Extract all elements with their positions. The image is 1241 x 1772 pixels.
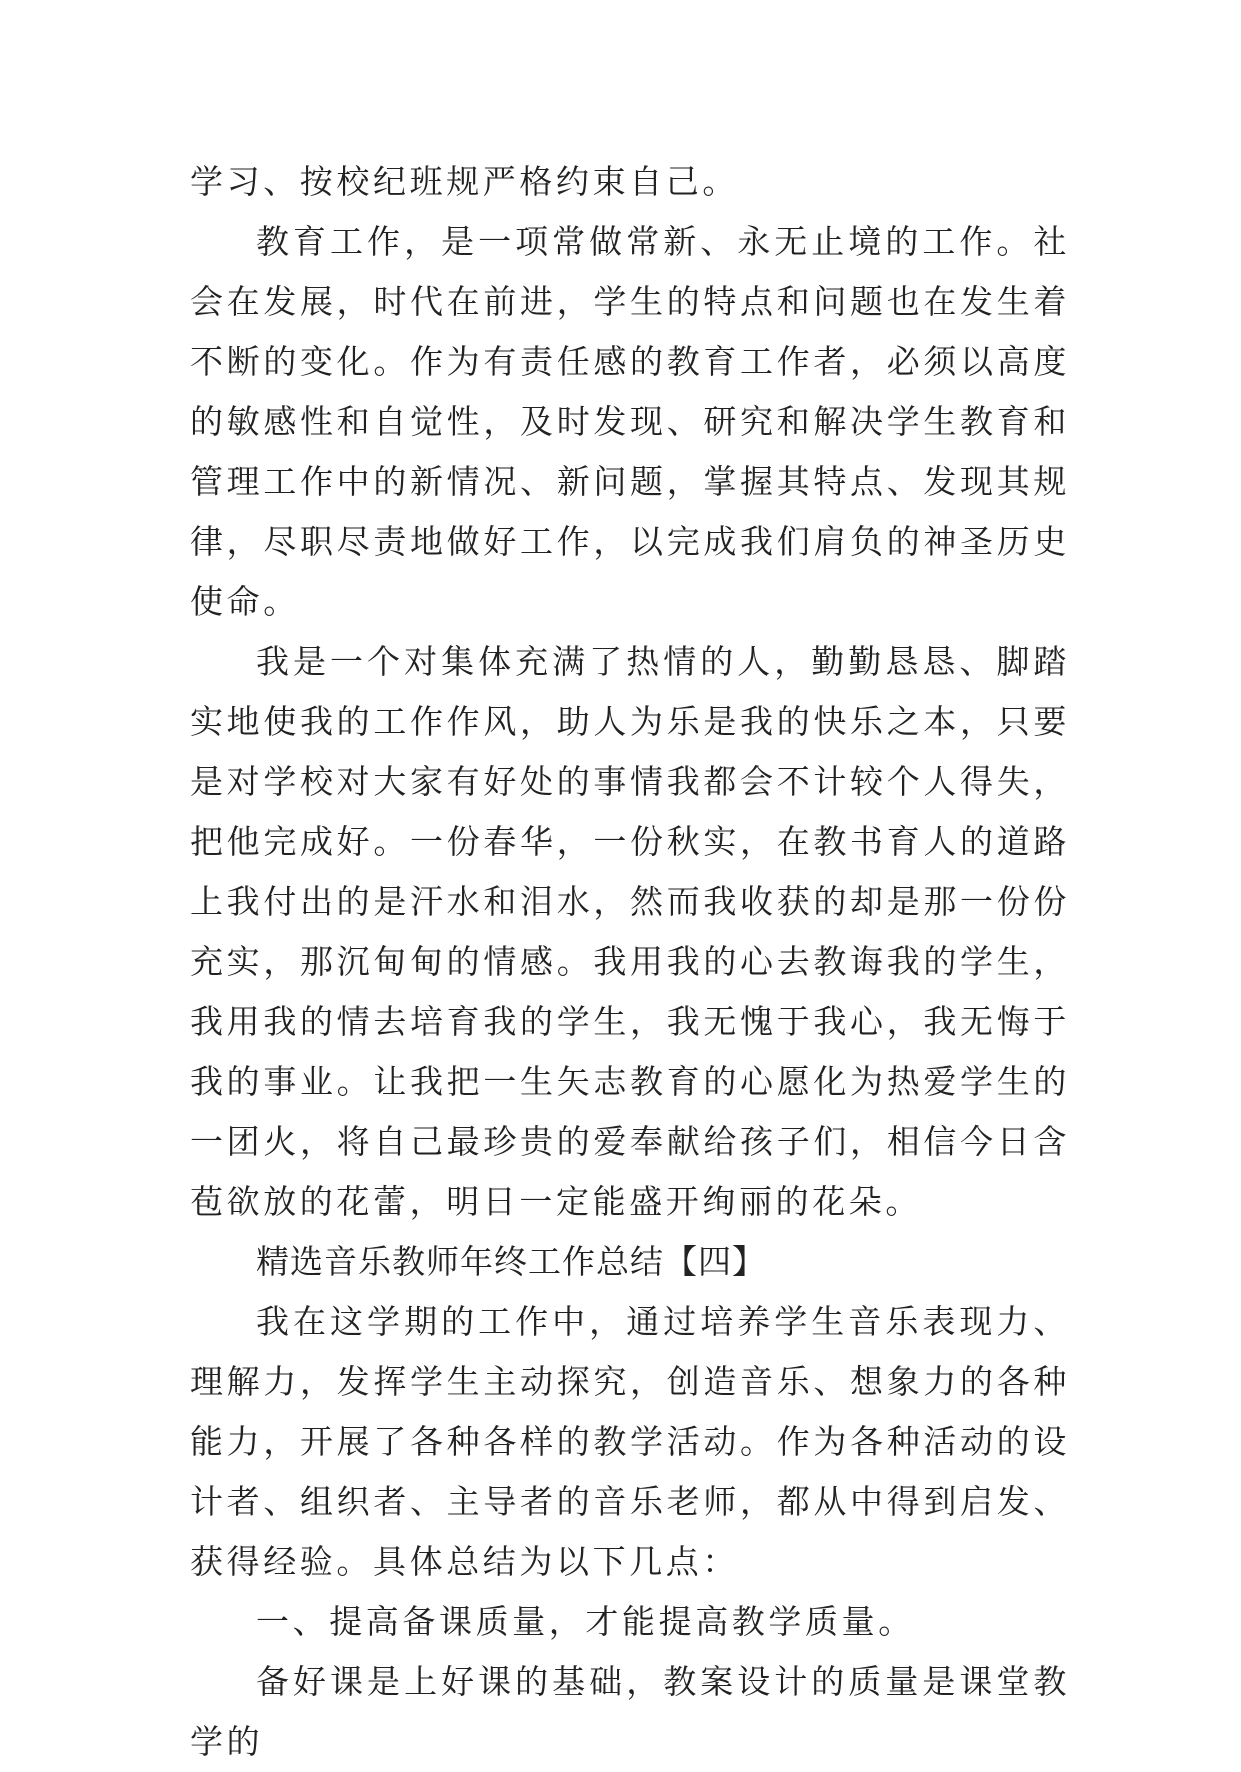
paragraph-semester-work: 我在这学期的工作中，通过培养学生音乐表现力、理解力，发挥学生主动探究，创造音乐、想象力的各种能力，开展了各种各样的教学活动。作为各种活动的设计者、组织者、主导者的音乐老师，都从中得到启发、获得经验。具体总结为以下几点： — [190, 1302, 1070, 1581]
paragraph-personal-attitude: 我是一个对集体充满了热情的人，勤勤恳恳、脚踏实地使我的工作作风，助人为乐是我的快乐之本，只要是对学校对大家有好处的事情我都会不计较个人得失，把他完成好。一份春华，一份秋实，在教书育人的道路上我付出的是汗水和泪水，然而我收获的却是那一份份充实，那沉甸甸的情感。我用我的心去教诲我的学生，我用我的情去培育我的学生，我无愧于我心，我无悔于我的事业。让我把一生矢志教育的心愿化为热爱学生的一团火，将自己最珍贵的爱奉献给孩子们，相信今日含苞欲放的花蕾，明日一定能盛开绚丽的花朵。 — [190, 642, 1070, 1221]
paragraph-continuation: 学习、按校纪班规严格约束自己。 — [190, 162, 739, 201]
paragraph-lesson-prep: 备好课是上好课的基础，教案设计的质量是课堂教学的 — [190, 1662, 1070, 1761]
paragraph-education-work: 教育工作，是一项常做常新、永无止境的工作。社会在发展，时代在前进，学生的特点和问题也在发生着不断的变化。作为有责任感的教育工作者，必须以高度的敏感性和自觉性，及时发现、研究和解决学生教育和管理工作中的新情况、新问题，掌握其特点、发现其规律，尽职尽责地做好工作，以完成我们肩负的神圣历史使命。 — [190, 222, 1070, 621]
list-item-point-one: 一、提高备课质量，才能提高教学质量。 — [256, 1602, 915, 1641]
section-heading: 精选音乐教师年终工作总结【四】 — [256, 1242, 766, 1281]
document-page — [190, 152, 1070, 1772]
